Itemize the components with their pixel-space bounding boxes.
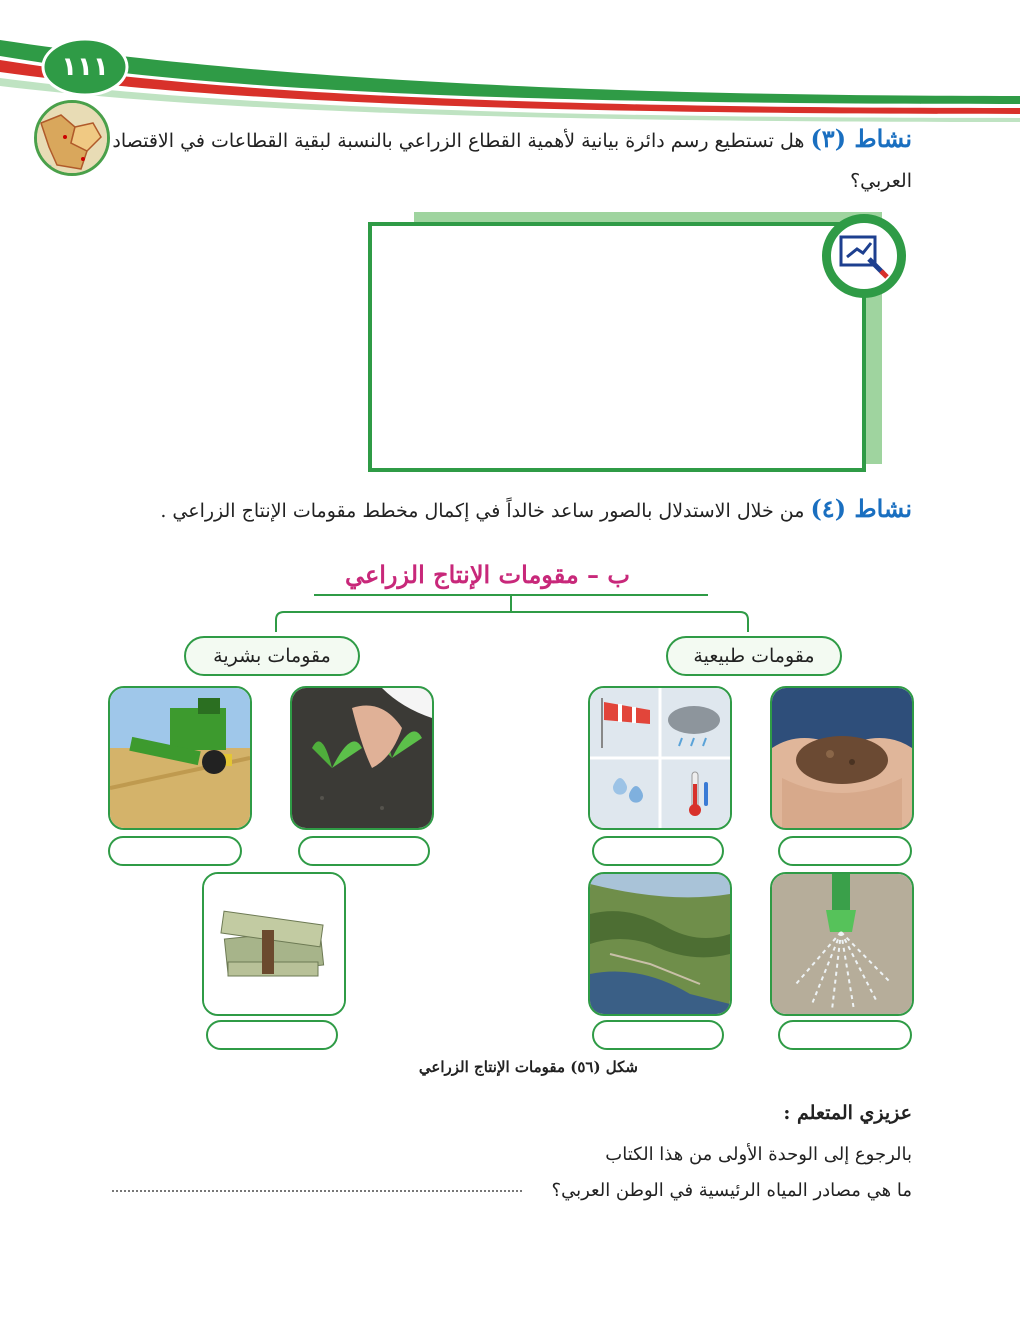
harvester-image: [108, 686, 252, 830]
activity3-line1: [112, 124, 912, 156]
activity4-label: نشاط (٤): [810, 494, 912, 523]
answer-field-7[interactable]: [206, 1020, 338, 1050]
activity3-question: هل تستطيع رسم دائرة بيانية لأهمية القطاع الزراعي بالنسبة لبقية القطاعات في الاقتصاد: [112, 130, 805, 152]
natural-factors-box: مقومات طبيعية: [666, 636, 842, 676]
answer-field-6[interactable]: [592, 1020, 724, 1050]
learner-heading: عزيزي المتعلم :: [783, 1102, 912, 1124]
human-factors-box: مقومات بشرية: [184, 636, 360, 676]
answer-dotted-line[interactable]: [112, 1190, 522, 1192]
drawing-area[interactable]: [368, 222, 866, 472]
figure-caption: شكل (٥٦) مقومات الإنتاج الزراعي: [418, 1058, 638, 1076]
learner-question: ما هي مصادر المياه الرئيسية في الوطن العربي؟: [551, 1180, 912, 1201]
diagram-connectors: [0, 590, 1020, 650]
activity4-line: [160, 494, 912, 526]
answer-field-5[interactable]: [778, 1020, 912, 1050]
soil-in-hands-image: [770, 686, 914, 830]
money-image: [202, 872, 346, 1016]
drawing-tablet-icon: [822, 214, 906, 298]
answer-field-3[interactable]: [298, 836, 430, 866]
terrain-image: [588, 872, 732, 1016]
answer-field-1[interactable]: [778, 836, 912, 866]
answer-field-2[interactable]: [592, 836, 724, 866]
planting-image: [290, 686, 434, 830]
diagram-title: ب – مقومات الإنتاج الزراعي: [344, 560, 630, 589]
answer-field-4[interactable]: [108, 836, 242, 866]
page-number: ١١١: [61, 52, 109, 82]
activity3-question-cont: العربي؟: [850, 170, 912, 192]
irrigation-sprinkler-image: [770, 872, 914, 1016]
activity4-text: من خلال الاستدلال بالصور ساعد خالداً في إكمال مخطط مقومات الإنتاج الزراعي .: [160, 500, 805, 522]
weather-image: [588, 686, 732, 830]
learner-reference: بالرجوع إلى الوحدة الأولى من هذا الكتاب: [605, 1144, 912, 1165]
activity3-label: نشاط (٣): [810, 124, 912, 153]
map-thumbnail-image: [34, 100, 110, 176]
